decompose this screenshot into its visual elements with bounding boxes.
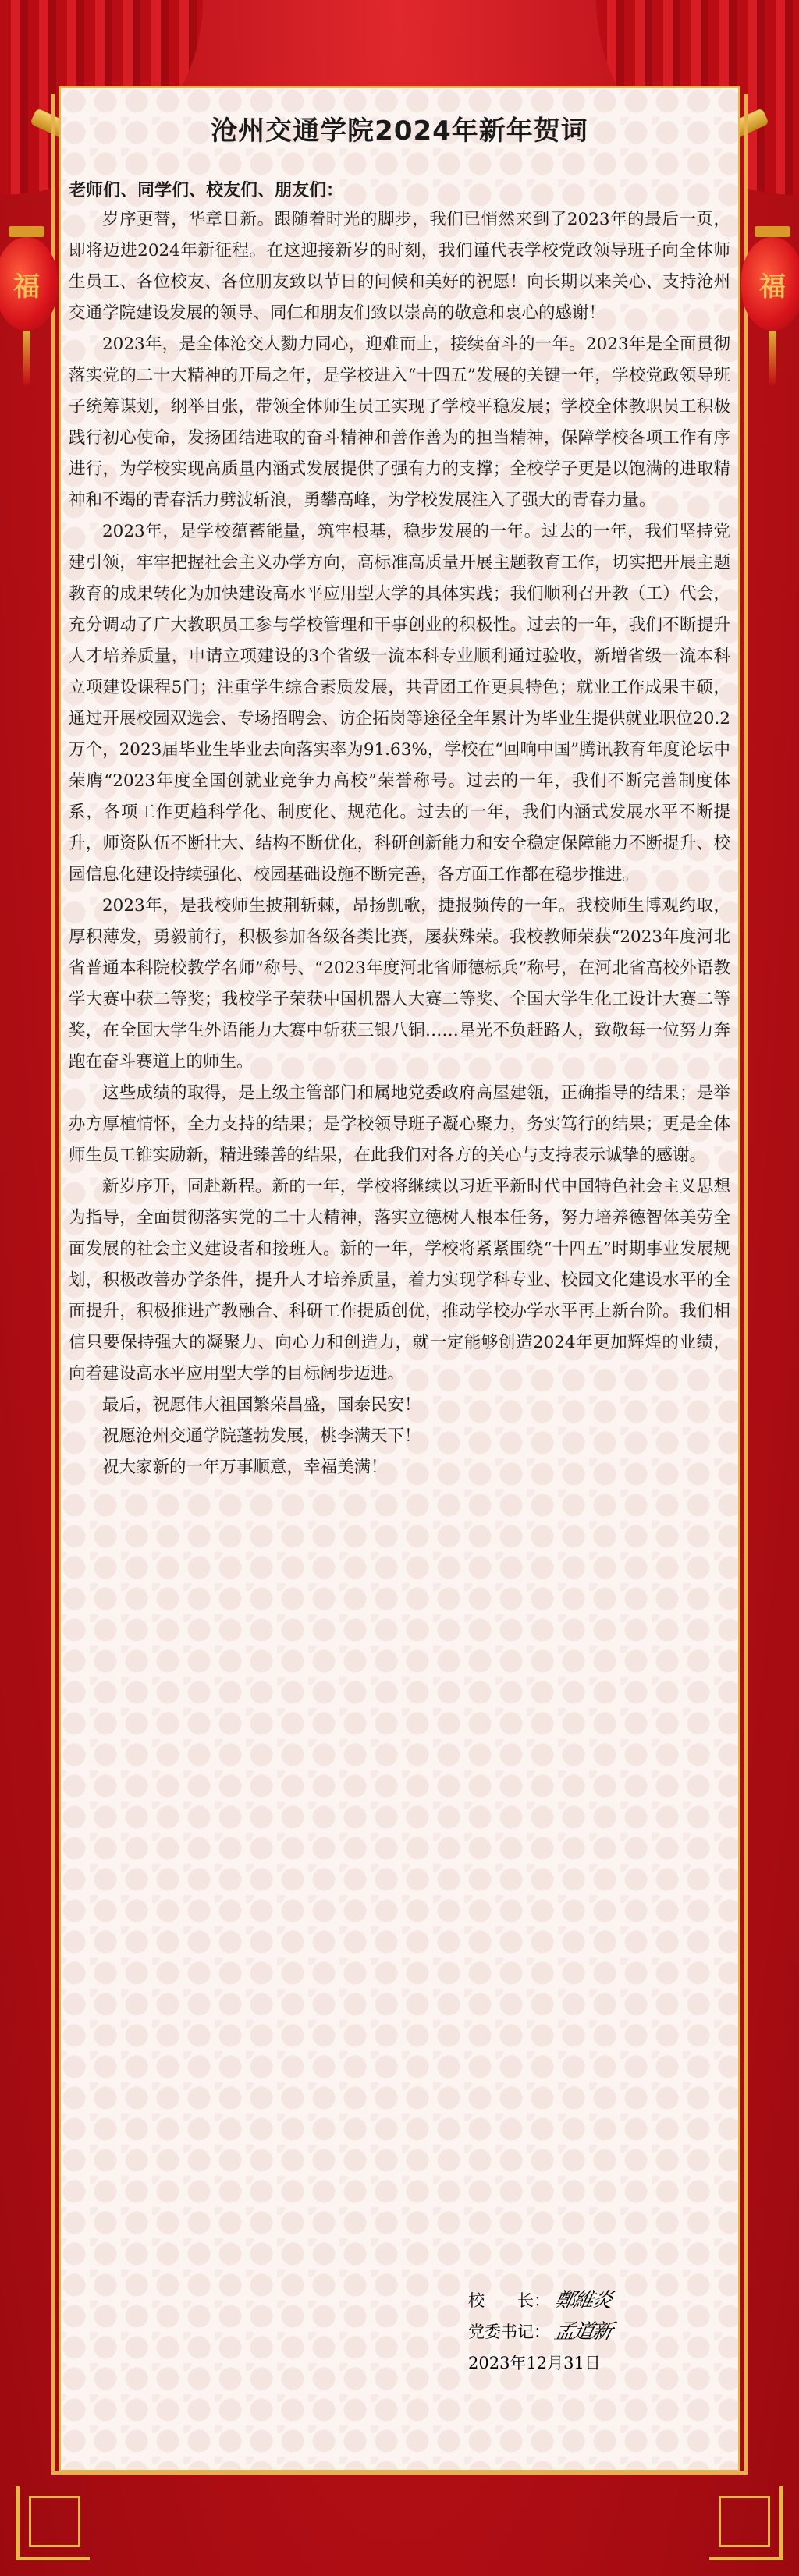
gold-border-left (51, 94, 55, 2472)
lantern-right (741, 226, 799, 385)
president-signature: 鄭維炎 (552, 2289, 614, 2312)
signature-block (468, 2285, 702, 2379)
secretary-signature: 孟道新 (552, 2320, 614, 2344)
paragraph-5: 这些成绩的取得，是上级主管部门和属地党委政府高屋建瓴，正确指导的结果；是举办方厚植情怀，全力支持的结果；是学校领导班子凝心聚力，务实笃行的结果；更是全体师生员工锥实励新，精进臻善的结果，在此我们对各方的关心与支持表示诚挚的感谢。 (69, 1083, 730, 1165)
paragraph-2: 2023年，是全体沧交人勠力同心，迎难而上，接续奋斗的一年。2023年是全面贯彻落实党的二十大精神的开局之年，是学校进入“十四五”发展的关键一年，学校党政领导班子统筹谋划，纲举目张，带领全体师生员工实现了学校平稳发展；学校全体教职员工积极践行初心使命，发扬团结进取的奋斗精神和善作善为的担当精神，保障学校各项工作有序进行，为学校实现高质量内涵式发展提供了强有力的支撑；全校学子更是以饱满的进取精神和不竭的青春活力劈波斩浪，勇攀高峰，为学校发展注入了强大的青春力量。 (69, 335, 730, 510)
paragraph-4: 2023年，是我校师生披荆斩棘，昂扬凯歌，捷报频传的一年。我校师生博观约取，厚积薄发，勇毅前行，积极参加各级各类比赛，屡获殊荣。我校教师荣获“2023年度河北省普通本科院校教学名师”称号、“2023年度河北省师德标兵”称号，在河北省高校外语教学大赛中获二等奖；我校学子荣获中国机器人大赛二等奖、全国大学生化工设计大赛二等奖，在全国大学生外语能力大赛中斩获三银八铜……星光不负赶路人，致敬每一位努力奔跑在奋斗赛道上的师生。 (69, 896, 730, 1072)
president-signature-row (468, 2285, 702, 2316)
lantern-left (0, 226, 58, 385)
lantern-fu-char: 福 (759, 271, 786, 303)
closing-3: 祝大家新的一年万事顺意，幸福美满！ (102, 1458, 388, 1477)
paragraph-1: 岁序更替，华章日新。跟随着时光的脚步，我们已悄然来到了2023年的最后一页，即将迈进2024年新征程。在这迎接新岁的时刻，我们谨代表学校党政领导班子向全体师生员工、各位校友、各位朋友致以节日的问候和美好的祝愿！向长期以来关心、支持沧州交通学院建设发展的领导、同仁和朋友们致以崇高的敬意和衷心的感谢！ (69, 210, 730, 323)
secretary-label: 党委书记： (468, 2323, 550, 2341)
document-title: 沧州交通学院2024年新年贺词 (211, 115, 588, 147)
letter-content (69, 109, 730, 1483)
corner-ornament-bottom-left (16, 2486, 90, 2560)
gold-border-right (744, 94, 748, 2472)
corner-ornament-bottom-right (709, 2486, 783, 2560)
closing-2: 祝愿沧州交通学院蓬勃发展，桃李满天下！ (102, 1426, 421, 1446)
paragraph-3: 2023年，是学校蕴蓄能量，筑牢根基，稳步发展的一年。过去的一年，我们坚持党建引领，牢牢把握社会主义办学方向，高标准高质量开展主题教育工作，切实把开展主题教育的成果转化为加快建设高水平应用型大学的具体实践；我们顺利召开教（工）代会，充分调动了广大教职员工参与学校管理和干事创业的积极性。过去的一年，我们不断提升人才培养质量，申请立项建设的3个省级一流本科专业顺利通过验收，新增省级一流本科立项建设课程5门；注重学生综合素质发展，共青团工作更具特色；就业工作成果丰硕，通过开展校园双选会、专场招聘会、访企拓岗等途径全年累计为毕业生提供就业职位20.2万个，2023届毕业生毕业去向落实率为91.63%，学校在“回响中国”腾讯教育年度论坛中荣膺“2023年度全国创就业竞争力高校”荣誉称号。过去的一年，我们不断完善制度体系，各项工作更趋科学化、制度化、规范化。过去的一年，我们内涵式发展水平不断提升，师资队伍不断壮大、结构不断优化，科研创新能力和安全稳定保障能力不断提升、校园信息化建设持续强化、校园基础设施不断完善，各方面工作都在稳步推进。 (69, 522, 730, 884)
president-label: 校 长： (468, 2291, 550, 2310)
paragraph-6: 新岁序开，同赴新程。新的一年，学校将继续以习近平新时代中国特色社会主义思想为指导，全面贯彻落实党的二十大精神，落实立德树人根本任务，努力培养德智体美劳全面发展的社会主义建设者和接班人。新的一年，学校将紧紧围绕“十四五”时期事业发展规划，积极改善办学条件，提升人才培养质量，着力实现学科专业、校园文化建设水平的全面提升，积极推进产教融合、科研工作提质创优，推动学校办学水平再上新台阶。我们相信只要保持强大的凝聚力、向心力和创造力，就一定能够创造2024年更加辉煌的业绩，向着建设高水平应用型大学的目标阔步迈进。 (69, 1177, 730, 1384)
signature-date: 2023年12月31日 (468, 2354, 601, 2372)
secretary-signature-row (468, 2316, 702, 2347)
greeting: 老师们、同学们、校友们、朋友们： (69, 181, 344, 200)
lantern-fu-char: 福 (13, 271, 40, 303)
date-row (468, 2347, 702, 2379)
gold-border-bottom (51, 2471, 748, 2475)
closing-1: 最后，祝愿伟大祖国繁荣昌盛，国泰民安！ (102, 1395, 421, 1415)
